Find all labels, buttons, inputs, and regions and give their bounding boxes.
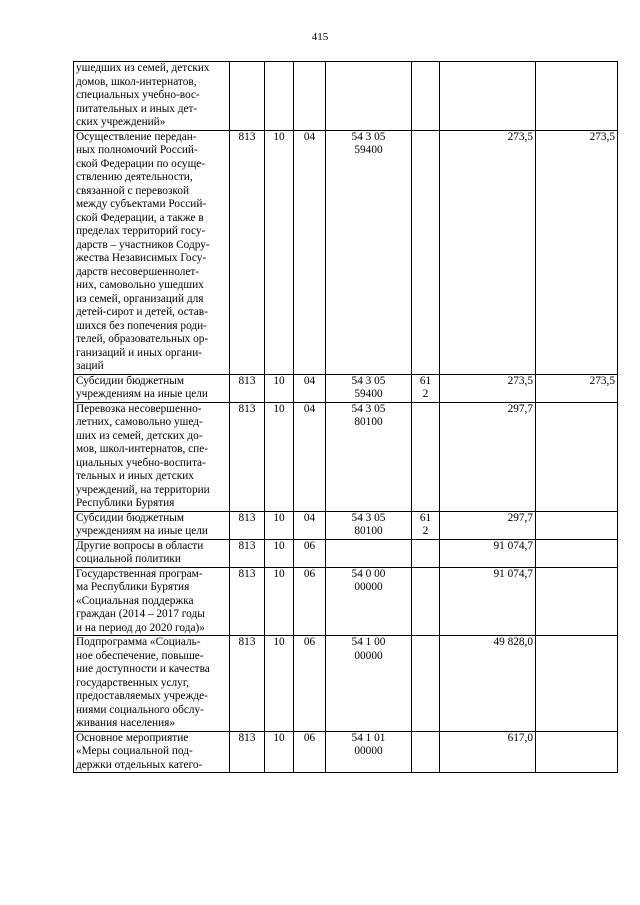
federal-amount-cell	[536, 567, 618, 636]
amount-cell: 297,7	[440, 511, 536, 539]
grbs-cell: 813	[230, 731, 265, 773]
grbs-cell: 813	[230, 567, 265, 636]
section-cell: 10	[265, 539, 294, 567]
target-article-cell: 54 3 05 80100	[326, 511, 412, 539]
expense-type-cell	[412, 539, 440, 567]
amount-cell	[440, 62, 536, 131]
table-row	[74, 62, 618, 131]
federal-amount-cell	[536, 731, 618, 773]
row-name-cell: Основное мероприятие «Меры социальной под- держки отдельных катего-	[74, 731, 230, 773]
row-name-cell: ушедших из семей, детских домов, школ-интернатов, специальных учебно-вос- питательных и иных дет- ских учреждений»	[74, 62, 230, 131]
target-article-cell: 54 3 05 80100	[326, 402, 412, 511]
table-row	[74, 539, 618, 567]
amount-cell: 617,0	[440, 731, 536, 773]
expense-type-cell	[412, 567, 440, 636]
section-cell	[265, 62, 294, 131]
table-row	[74, 402, 618, 511]
row-name-cell: Осуществление передан- ных полномочий Россий- ской Федерации по осуще- ствлению деятельности, связанной с перевозкой между субъектами Россий- ской Федерации, а также в пределах территорий госу- дарств – участников Содру- жества Независимых Госу- дарств несовершеннолет- них, самовольно ушедших из семей, организаций для детей-сирот и детей, остав- шихся без попечения роди- телей, образовательных ор- ганизаций и иных органи- заций	[74, 130, 230, 374]
subsection-cell: 06	[294, 636, 326, 732]
amount-cell: 91 074,7	[440, 539, 536, 567]
target-article-cell: 54 0 00 00000	[326, 567, 412, 636]
section-cell: 10	[265, 567, 294, 636]
row-name-cell: Перевозка несовершенно- летних, самовольно ушед- ших из семей, детских до- мов, школ-интернатов, спе- циальных учебно-воспита- тельных и иных детских учреждений, на территории Республики Бурятия	[74, 402, 230, 511]
section-cell: 10	[265, 636, 294, 732]
federal-amount-cell: 273,5	[536, 130, 618, 374]
row-name-cell: Другие вопросы в области социальной политики	[74, 539, 230, 567]
federal-amount-cell	[536, 539, 618, 567]
subsection-cell: 04	[294, 130, 326, 374]
amount-cell: 273,5	[440, 374, 536, 402]
section-cell: 10	[265, 402, 294, 511]
section-cell: 10	[265, 374, 294, 402]
expense-type-cell: 61 2	[412, 374, 440, 402]
grbs-cell: 813	[230, 539, 265, 567]
amount-cell: 49 828,0	[440, 636, 536, 732]
subsection-cell	[294, 62, 326, 131]
table-row	[74, 374, 618, 402]
grbs-cell: 813	[230, 511, 265, 539]
grbs-cell: 813	[230, 402, 265, 511]
amount-cell: 273,5	[440, 130, 536, 374]
target-article-cell: 54 3 05 59400	[326, 374, 412, 402]
grbs-cell: 813	[230, 636, 265, 732]
budget-table	[73, 61, 618, 773]
section-cell: 10	[265, 731, 294, 773]
federal-amount-cell	[536, 402, 618, 511]
section-cell: 10	[265, 511, 294, 539]
subsection-cell: 04	[294, 374, 326, 402]
row-name-cell: Субсидии бюджетным учреждениям на иные цели	[74, 374, 230, 402]
expense-type-cell	[412, 130, 440, 374]
target-article-cell: 54 1 00 00000	[326, 636, 412, 732]
subsection-cell: 04	[294, 511, 326, 539]
expense-type-cell	[412, 731, 440, 773]
table-row	[74, 511, 618, 539]
table-row	[74, 731, 618, 773]
federal-amount-cell	[536, 511, 618, 539]
subsection-cell: 04	[294, 402, 326, 511]
target-article-cell	[326, 539, 412, 567]
amount-cell: 91 074,7	[440, 567, 536, 636]
grbs-cell: 813	[230, 130, 265, 374]
expense-type-cell	[412, 636, 440, 732]
target-article-cell	[326, 62, 412, 131]
expense-type-cell	[412, 62, 440, 131]
grbs-cell	[230, 62, 265, 131]
subsection-cell: 06	[294, 539, 326, 567]
amount-cell: 297,7	[440, 402, 536, 511]
table-row	[74, 636, 618, 732]
federal-amount-cell	[536, 636, 618, 732]
page-number: 415	[311, 31, 329, 43]
grbs-cell: 813	[230, 374, 265, 402]
table-body	[74, 62, 618, 773]
table-row	[74, 567, 618, 636]
target-article-cell: 54 3 05 59400	[326, 130, 412, 374]
target-article-cell: 54 1 01 00000	[326, 731, 412, 773]
table-row	[74, 130, 618, 374]
expense-type-cell: 61 2	[412, 511, 440, 539]
subsection-cell: 06	[294, 567, 326, 636]
row-name-cell: Субсидии бюджетным учреждениям на иные цели	[74, 511, 230, 539]
federal-amount-cell	[536, 62, 618, 131]
subsection-cell: 06	[294, 731, 326, 773]
row-name-cell: Государственная програм- ма Республики Бурятия «Социальная поддержка граждан (2014 – 2017 годы и на период до 2020 года)»	[74, 567, 230, 636]
federal-amount-cell: 273,5	[536, 374, 618, 402]
row-name-cell: Подпрограмма «Социаль- ное обеспечение, повыше- ние доступности и качества государственных услуг, предоставляемых учрежде- ниями социального обслу- живания населения»	[74, 636, 230, 732]
section-cell: 10	[265, 130, 294, 374]
expense-type-cell	[412, 402, 440, 511]
